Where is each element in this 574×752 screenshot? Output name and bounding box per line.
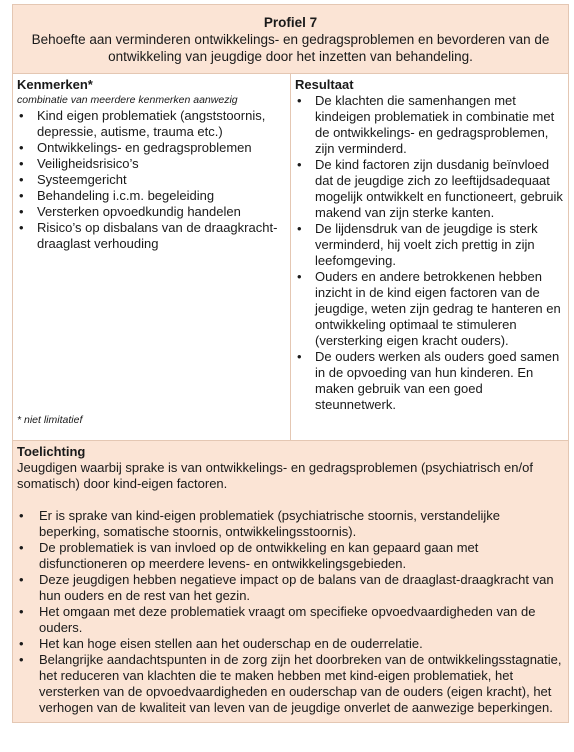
profile-header [13, 5, 569, 74]
resultaat-item: • De lijdensdruk van de jeugdige is sterk verminderd, hij voelt zich prettig in zijn leefomgeving. [295, 221, 564, 269]
toelichting-list [17, 508, 564, 716]
toelichting-item: • Deze jeugdigen hebben negatieve impact op de balans van de draaglast-draagkracht van hun ouders en de rest van het gezin. [17, 572, 564, 604]
profile-title: Profiel 7 [263, 15, 318, 30]
resultaat-item: • De kind factoren zijn dusdanig beïnvloed dat de jeugdige zich zo leeftijdsadequaat mogelijk ontwikkelt en functioneert, gebruik makend van zijn sterke kanten. [295, 157, 564, 221]
kenmerken-footnote: * niet limitatief [17, 414, 83, 426]
profile-table [12, 4, 569, 723]
kenmerken-item: • Behandeling i.c.m. begeleiding [17, 188, 286, 204]
toelichting-item: • Het kan hoge eisen stellen aan het ouderschap en de ouderrelatie. [17, 636, 564, 652]
resultaat-heading: Resultaat [295, 77, 354, 92]
resultaat-item: • De klachten die samenhangen met kindeigen problematiek in combinatie met de ontwikkelings- en gedragsproblemen, zijn verminderd. [295, 93, 564, 157]
kenmerken-cell [13, 74, 291, 441]
kenmerken-note: combinatie van meerdere kenmerken aanwezig [17, 94, 238, 106]
resultaat-item: • De ouders werken als ouders goed samen in de opvoeding van hun kinderen. En maken gebruik van een goed steunnetwerk. [295, 349, 564, 413]
toelichting-item: • Er is sprake van kind-eigen problematiek (psychiatrische stoornis, verstandelijke beperking, somatische stoornis, ontwikkelingsstoornis). [17, 508, 564, 540]
kenmerken-item: • Systeemgericht [17, 172, 286, 188]
profile-subtitle: Behoefte aan verminderen ontwikkelings- en gedragsproblemen en bevorderen van de ontwikkeling van jeugdige door het inzetten van behandeling. [31, 32, 550, 64]
kenmerken-item: • Kind eigen problematiek (angststoornis, depressie, autisme, trauma etc.) [17, 108, 286, 140]
kenmerken-item: • Ontwikkelings- en gedragsproblemen [17, 140, 286, 156]
toelichting-intro: Jeugdigen waarbij sprake is van ontwikkelings- en gedragsproblemen (psychiatrisch en/of somatisch) door kind-eigen factoren. [17, 460, 533, 491]
toelichting-item: • De problematiek is van invloed op de ontwikkeling en kan gepaard gaan met disfunctioneren op meerdere levens- en ontwikkelingsgebieden. [17, 540, 564, 572]
resultaat-item: • Ouders en andere betrokkenen hebben inzicht in de kind eigen factoren van de jeugdige, weten zijn gedrag te hanteren en ontwikkeling optimaal te stimuleren (versterking eigen kracht ouders). [295, 269, 564, 349]
toelichting-item: • Belangrijke aandachtspunten in de zorg zijn het doorbreken van de ontwikkelingsstagnatie, het reduceren van klachten die te maken hebben met kind-eigen problematiek, het versterken van de opvoedvaardigheden en ouderschap van de ouders (eigen kracht), het verhogen van de kwaliteit van leven van de jeugdige onverlet de aanwezige beperkingen. [17, 652, 564, 716]
kenmerken-item: • Versterken opvoedkundig handelen [17, 204, 286, 220]
kenmerken-item: • Veiligheidsrisico’s [17, 156, 286, 172]
toelichting-cell [13, 441, 569, 723]
toelichting-heading: Toelichting [17, 444, 86, 459]
kenmerken-heading: Kenmerken* [17, 77, 93, 92]
toelichting-item: • Het omgaan met deze problematiek vraagt om specifieke opvoedvaardigheden van de ouders. [17, 604, 564, 636]
resultaat-cell [291, 74, 569, 441]
kenmerken-list [17, 108, 286, 252]
resultaat-list [295, 93, 564, 413]
kenmerken-item: • Risico’s op disbalans van de draagkracht-draaglast verhouding [17, 220, 286, 252]
